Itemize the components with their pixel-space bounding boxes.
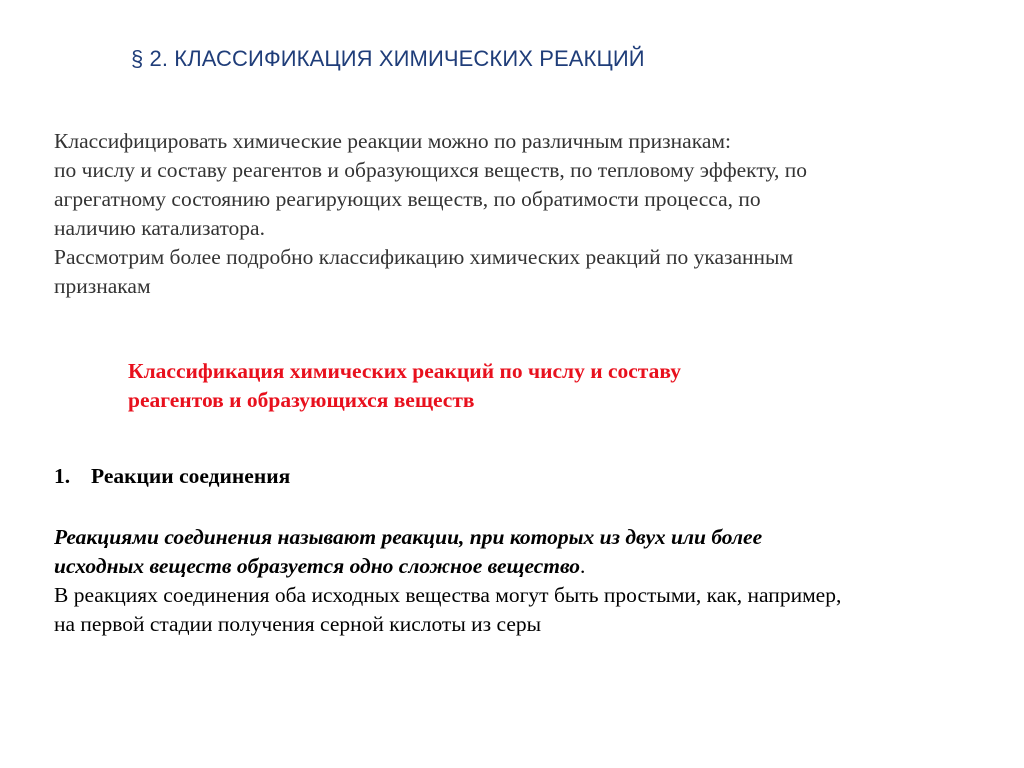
intro-text (54, 127, 994, 301)
definition-line: на первой стадии получения серной кислоты из серы (54, 612, 542, 636)
definition-period: . (580, 554, 586, 578)
intro-line: наличию катализатора. (54, 216, 265, 240)
definition-line (54, 523, 1004, 552)
definition-block (54, 523, 1004, 639)
slide-title: § 2. КЛАССИФИКАЦИЯ ХИМИЧЕСКИХ РЕАКЦИЙ (131, 46, 645, 71)
intro-line: Классифицировать химические реакции можно по различным признакам: (54, 129, 731, 153)
section-subheading (128, 357, 928, 415)
definition-emphasis: Реакциями соединения называют реакции, при которых из двух или более (54, 525, 763, 549)
intro-line: по числу и составу реагентов и образующихся веществ, по тепловому эффекту, по (54, 158, 808, 182)
subheading-line: Классификация химических реакций по числу и составу (128, 359, 682, 383)
subheading-line: реагентов и образующихся веществ (128, 388, 475, 412)
intro-line: признакам (54, 274, 151, 298)
definition-line (54, 552, 1004, 581)
list-number: 1. (54, 464, 71, 488)
numbered-list-item (54, 462, 290, 491)
definition-emphasis: исходных веществ образуется одно сложное вещество (54, 554, 581, 578)
intro-line: агрегатному состоянию реагирующих веществ, по обратимости процесса, по (54, 187, 761, 211)
intro-line: Рассмотрим более подробно классификацию химических реакций по указанным (54, 245, 794, 269)
list-label: Реакции соединения (91, 464, 291, 488)
definition-line: В реакциях соединения оба исходных вещества могут быть простыми, как, например, (54, 583, 842, 607)
